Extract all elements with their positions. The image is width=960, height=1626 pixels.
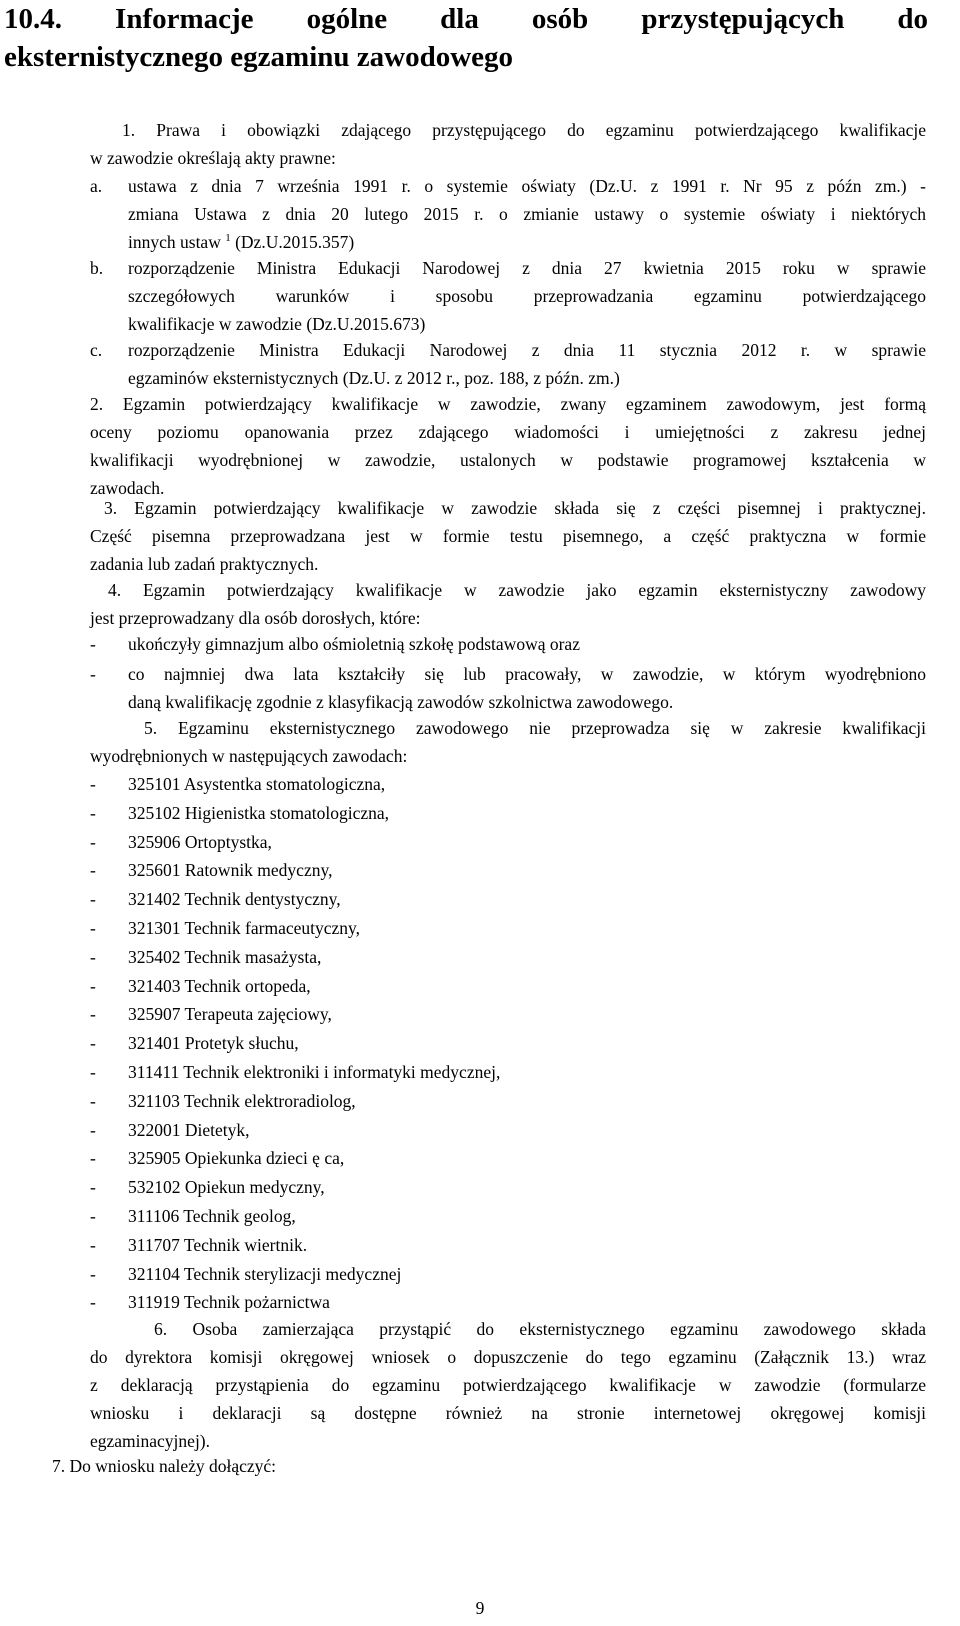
- eligibility-item-2-line-1: co najmniej dwa lata kształciły się lub pracowały, w zawodzie, w którym wyodrębniono: [128, 664, 926, 684]
- paragraph-4: [90, 576, 926, 632]
- profession-item: [90, 1288, 926, 1316]
- paragraph-1-line-2: w zawodzie określają akty prawne:: [90, 148, 336, 168]
- paragraph-3-line-3: zadania lub zadań praktycznych.: [90, 554, 319, 574]
- profession-name: 325102 Higienistka stomatologiczna,: [128, 802, 389, 823]
- paragraph-2-line-4: zawodach.: [90, 478, 165, 498]
- legal-act-a-line-3: innych ustaw: [128, 232, 221, 252]
- footnote-marker: 1: [225, 232, 231, 245]
- profession-name: 321402 Technik dentystyczny,: [128, 889, 341, 910]
- profession-item: [90, 828, 926, 856]
- profession-item: [90, 1058, 926, 1086]
- profession-item: [90, 1087, 926, 1115]
- dash-marker: -: [90, 634, 96, 654]
- dash-marker: -: [90, 946, 96, 967]
- profession-item: [90, 1202, 926, 1230]
- dash-marker: -: [90, 1148, 96, 1169]
- profession-name: 325906 Ortoptystka,: [128, 831, 272, 852]
- profession-name: 321403 Technik ortopeda,: [128, 975, 311, 996]
- profession-item: [90, 799, 926, 827]
- paragraph-6-line-4: wniosku i deklaracji są dostępne również na stronie internetowej okręgowej komisji: [90, 1403, 926, 1423]
- profession-name: 325601 Ratownik medyczny,: [128, 860, 333, 881]
- profession-item: [90, 943, 926, 971]
- dash-marker: -: [90, 1062, 96, 1082]
- paragraph-2: [90, 390, 926, 502]
- eligibility-item-2-line-2: daną kwalifikację zgodnie z klasyfikacją zawodów szkolnictwa zawodowego.: [128, 692, 674, 712]
- dash-marker: -: [90, 664, 96, 684]
- dash-marker: -: [90, 889, 96, 910]
- profession-name: 325907 Terapeuta zajęciowy,: [128, 1004, 332, 1025]
- profession-name: 325402 Technik masażysta,: [128, 946, 322, 967]
- dash-marker: -: [90, 1206, 96, 1226]
- section-heading-line-2: eksternistycznego egzaminu zawodowego: [4, 41, 514, 73]
- section-heading-line-1: 10.4. Informacje ogólne dla osób przystępujących do: [4, 3, 928, 35]
- profession-name: 311707 Technik wiertnik.: [128, 1234, 308, 1255]
- profession-name: 321301 Technik farmaceutyczny,: [128, 918, 361, 938]
- dash-marker: -: [90, 1004, 96, 1025]
- paragraph-1: [90, 116, 926, 172]
- dash-marker: -: [90, 1292, 96, 1313]
- paragraph-3: [90, 494, 926, 578]
- profession-item: [90, 1029, 926, 1057]
- eligibility-item-1: [90, 630, 926, 658]
- profession-name: 325101 Asystentka stomatologiczna,: [128, 774, 386, 794]
- legal-act-b-line-2: szczegółowych warunków i sposobu przeprowadzania egzaminu potwierdzającego: [128, 286, 926, 306]
- dash-marker: -: [90, 918, 96, 938]
- profession-item: [90, 914, 926, 942]
- profession-item: [90, 1173, 926, 1201]
- profession-name: 321104 Technik sterylizacji medycznej: [128, 1263, 402, 1284]
- paragraph-3-line-2: Część pisemna przeprowadzana jest w formie testu pisemnego, a część praktyczna w formie: [90, 526, 926, 546]
- legal-act-b-line-1: rozporządzenie Ministra Edukacji Narodowej z dnia 27 kwietnia 2015 roku w sprawie: [128, 258, 926, 278]
- profession-item: [90, 1260, 926, 1288]
- dash-marker: -: [90, 1090, 96, 1111]
- profession-item: [90, 1116, 926, 1144]
- paragraph-1-line-1: 1. Prawa i obowiązki zdającego przystępującego do egzaminu potwierdzającego kwalifikacje: [122, 120, 926, 140]
- paragraph-6-line-2: do dyrektora komisji okręgowej wniosek o dopuszczenie do tego egzaminu (Załącznik 13.) wraz: [90, 1347, 926, 1367]
- profession-item: [90, 1231, 926, 1259]
- dash-marker: -: [90, 774, 96, 794]
- dash-marker: -: [90, 802, 96, 823]
- paragraph-5-line-2: wyodrębnionych w następujących zawodach:: [90, 746, 408, 766]
- paragraph-6-line-3: z deklaracją przystąpienia do egzaminu potwierdzającego kwalifikacje w zawodzie (formularze: [90, 1375, 926, 1395]
- paragraph-6-line-1: 6. Osoba zamierzająca przystąpić do eksternistycznego egzaminu zawodowego składa: [154, 1319, 926, 1339]
- paragraph-2-line-1: 2. Egzamin potwierdzający kwalifikacje w zawodzie, zwany egzaminem zawodowym, jest formą: [90, 394, 926, 414]
- profession-name: 311919 Technik pożarnictwa: [128, 1292, 330, 1313]
- profession-name: 322001 Dietetyk,: [128, 1119, 250, 1140]
- list-label: a.: [90, 176, 103, 196]
- dash-marker: -: [90, 1263, 96, 1284]
- paragraph-3-line-1: 3. Egzamin potwierdzający kwalifikacje w zawodzie składa się z części pisemnej i praktycznej.: [104, 498, 926, 518]
- profession-item: [90, 856, 926, 884]
- section-heading: [4, 0, 928, 76]
- dash-marker: -: [90, 1177, 96, 1198]
- dash-marker: -: [90, 860, 96, 881]
- dash-marker: -: [90, 831, 96, 852]
- legal-act-c-line-2: egzaminów eksternistycznych (Dz.U. z 2012 r., poz. 188, z późn. zm.): [128, 368, 620, 388]
- profession-name: 532102 Opiekun medyczny,: [128, 1177, 325, 1198]
- profession-name: 321103 Technik elektroradiolog,: [128, 1090, 356, 1111]
- dash-marker: -: [90, 1119, 96, 1140]
- profession-item: [90, 972, 926, 1000]
- legal-act-c-line-1: rozporządzenie Ministra Edukacji Narodowej z dnia 11 stycznia 2012 r. w sprawie: [128, 340, 926, 360]
- list-label: b.: [90, 258, 104, 278]
- eligibility-item-1-text: ukończyły gimnazjum albo ośmioletnią szkołę podstawową oraz: [128, 634, 580, 654]
- legal-act-a-line-2: zmiana Ustawa z dnia 20 lutego 2015 r. o zmianie ustawy o systemie oświaty i niektórych: [128, 204, 926, 224]
- legal-act-a-line-1: ustawa z dnia 7 września 1991 r. o systemie oświaty (Dz.U. z 1991 r. Nr 95 z późn zm.) -: [128, 176, 926, 196]
- profession-item: [90, 1000, 926, 1028]
- legal-act-a-line-3b: (Dz.U.2015.357): [235, 232, 355, 252]
- profession-item: [90, 885, 926, 913]
- profession-item: [90, 770, 926, 798]
- dash-marker: -: [90, 975, 96, 996]
- paragraph-7: 7. Do wniosku należy dołączyć:: [52, 1456, 277, 1476]
- profession-item: [90, 1144, 926, 1172]
- paragraph-6-line-5: egzaminacyjnej).: [90, 1431, 211, 1451]
- paragraph-4-line-2: jest przeprowadzany dla osób dorosłych, które:: [90, 608, 421, 628]
- paragraph-2-line-2: oceny poziomu opanowania przez zdającego wiadomości i umiejętności z zakresu jednej: [90, 422, 926, 442]
- paragraph-5: [90, 714, 926, 770]
- profession-name: 321401 Protetyk słuchu,: [128, 1033, 299, 1054]
- profession-name: 325905 Opiekunka dzieci ę ca,: [128, 1148, 345, 1169]
- list-label: c.: [90, 340, 103, 360]
- paragraph-4-line-1: 4. Egzamin potwierdzający kwalifikacje w zawodzie jako egzamin eksternistyczny zawodowy: [108, 580, 926, 600]
- paragraph-2-line-3: kwalifikacji wyodrębnionej w zawodzie, ustalonych w podstawie programowej kształcenia w: [90, 450, 926, 470]
- profession-name: 311411 Technik elektroniki i informatyki medycznej,: [128, 1062, 501, 1082]
- paragraph-6: [90, 1315, 926, 1455]
- page-number: 9: [475, 1598, 485, 1618]
- dash-marker: -: [90, 1033, 96, 1054]
- legal-act-b-line-3: kwalifikacje w zawodzie (Dz.U.2015.673): [128, 314, 426, 334]
- dash-marker: -: [90, 1234, 96, 1255]
- profession-name: 311106 Technik geolog,: [128, 1206, 296, 1226]
- paragraph-5-line-1: 5. Egzaminu eksternistycznego zawodowego nie przeprowadza się w zakresie kwalifikacji: [144, 718, 926, 738]
